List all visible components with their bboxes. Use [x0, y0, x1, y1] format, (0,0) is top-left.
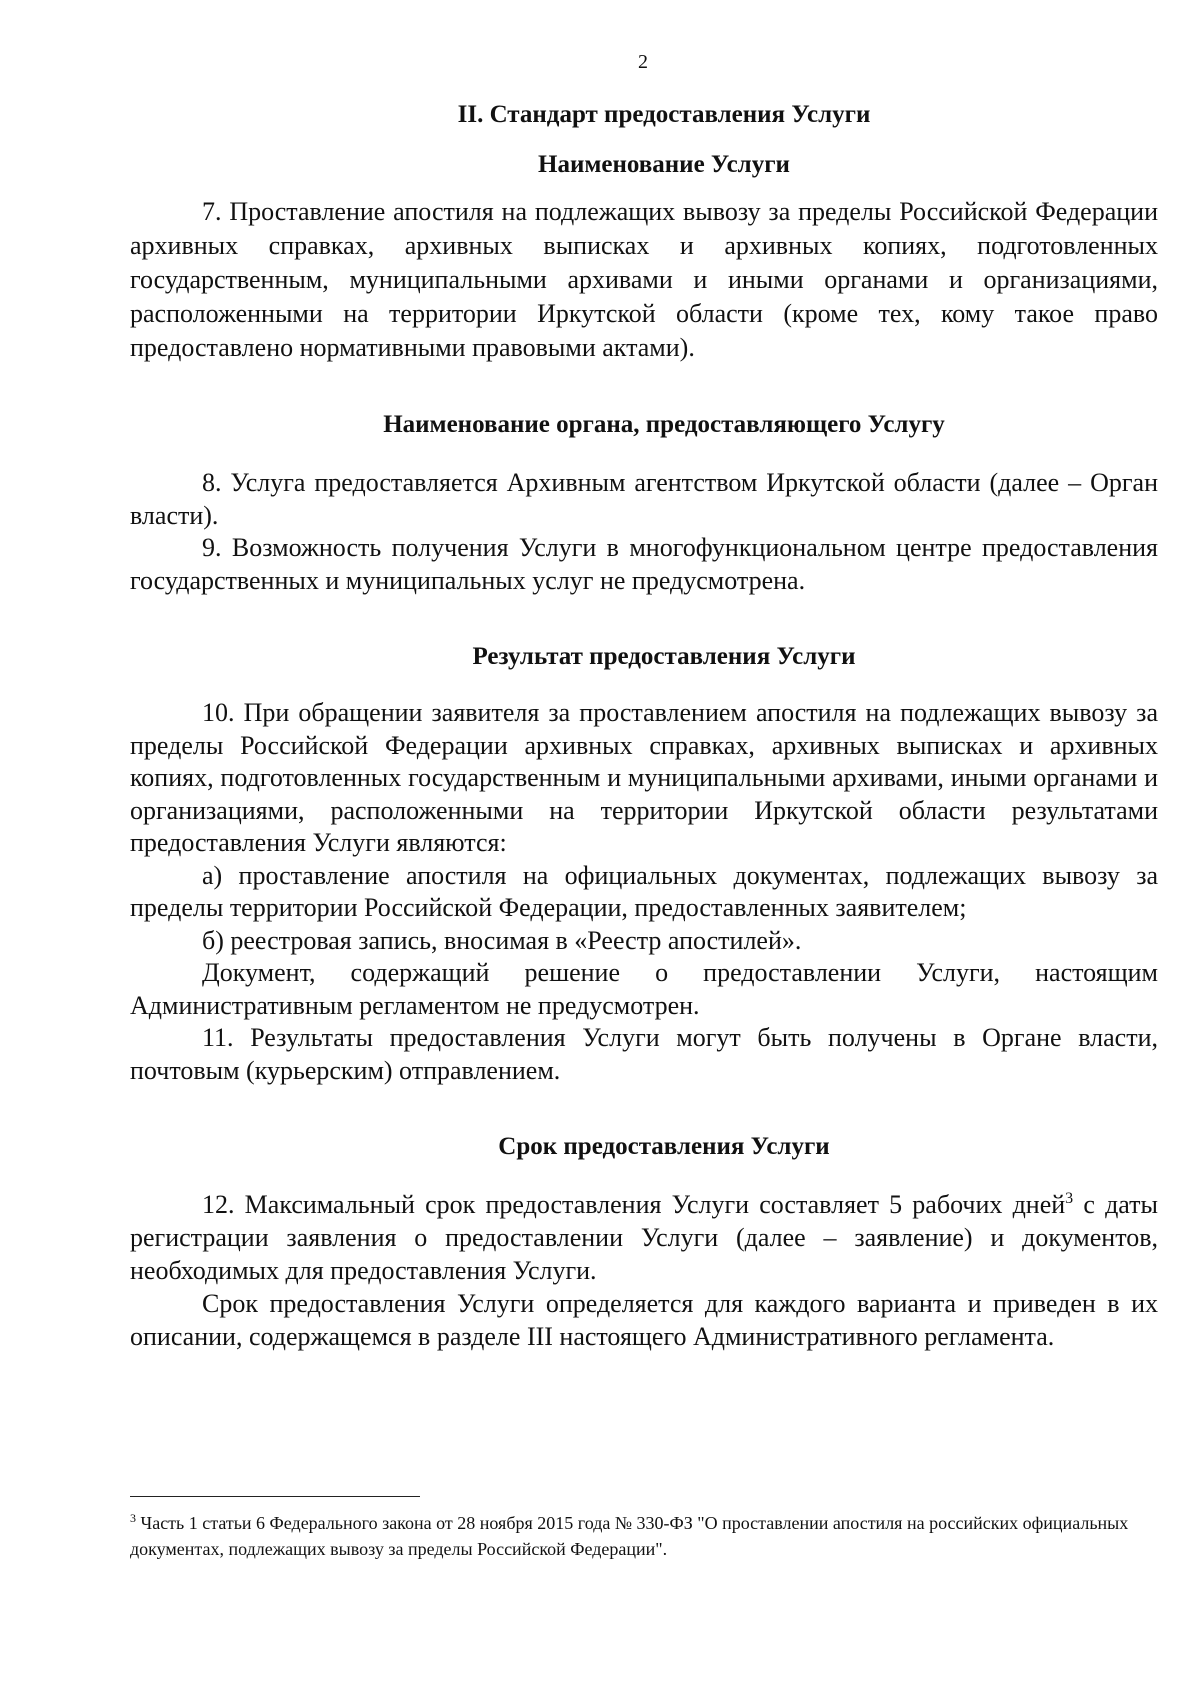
paragraph-8: 8. Услуга предоставляется Архивным агентством Иркутской области (далее – Орган власти).	[130, 468, 1158, 530]
footnote-text: Часть 1 статьи 6 Федерального закона от 28 ноября 2015 года № 330-ФЗ "О проставлении апостиля на российских официальных документах, подлежащих вывозу за пределы Российской Федерации".	[130, 1513, 1129, 1559]
page-number: 2	[638, 51, 648, 73]
footnote-reference: 3	[1065, 1190, 1074, 1207]
section-title: II. Стандарт предоставления Услуги	[457, 101, 871, 128]
heading-term: Срок предоставления Услуги	[498, 1133, 830, 1160]
paragraph-7: 7. Проставление апостиля на подлежащих вывозу за пределы Российской Федерации архивных справках, архивных выписках и архивных копиях, подготовленных государственным, муниципальными архивами и иными органами и организациями, расположенными на территории Иркутской области (кроме тех, кому такое право предоставлено нормативными правовыми актами).	[130, 197, 1158, 362]
paragraph-11: 11. Результаты предоставления Услуги могут быть получены в Органе власти, почтовым (курьерским) отправлением.	[130, 1023, 1158, 1085]
result-item-b: б) реестровая запись, вносимая в «Реестр апостилей».	[202, 925, 802, 955]
heading-organ: Наименование органа, предоставляющего Услугу	[383, 411, 945, 438]
paragraph-12	[130, 1188, 1158, 1287]
document-body	[130, 98, 1158, 1353]
heading-service-name: Наименование Услуги	[538, 151, 790, 178]
paragraph-document-note: Документ, содержащий решение о предоставлении Услуги, настоящим Административным регламентом не предусмотрен.	[130, 958, 1158, 1020]
footnote-separator	[130, 1496, 420, 1497]
footnote-marker: 3	[130, 1511, 136, 1525]
result-item-a: а) проставление апостиля на официальных документах, подлежащих вывозу за пределы территории Российской Федерации, предоставленных заявителем;	[130, 860, 1158, 922]
paragraph-10: 10. При обращении заявителя за проставлением апостиля на подлежащих вывозу за пределы Российской Федерации архивных справках, архивных выписках и архивных копиях, подготовленных государственным и муниципальными архивами, иными органами и организациями, расположенными на территории Иркутской области результатами предоставления Услуги являются:	[130, 698, 1158, 857]
paragraph-12-text: 12. Максимальный срок предоставления Услуги составляет 5 рабочих дней	[202, 1190, 1066, 1219]
paragraph-9: 9. Возможность получения Услуги в многофункциональном центре предоставления государственных и муниципальных услуг не предусмотрена.	[130, 533, 1158, 595]
heading-result: Результат предоставления Услуги	[472, 643, 856, 670]
paragraph-12-continuation: с даты регистрации заявления о предоставлении Услуги (далее – заявление) и документов, необходимых для предоставления Услуги.	[130, 1190, 1159, 1285]
paragraph-variant-note: Срок предоставления Услуги определяется для каждого варианта и приведен в их описании, содержащемся в разделе III настоящего Административного регламента.	[130, 1289, 1158, 1351]
footnote	[130, 1510, 1140, 1562]
